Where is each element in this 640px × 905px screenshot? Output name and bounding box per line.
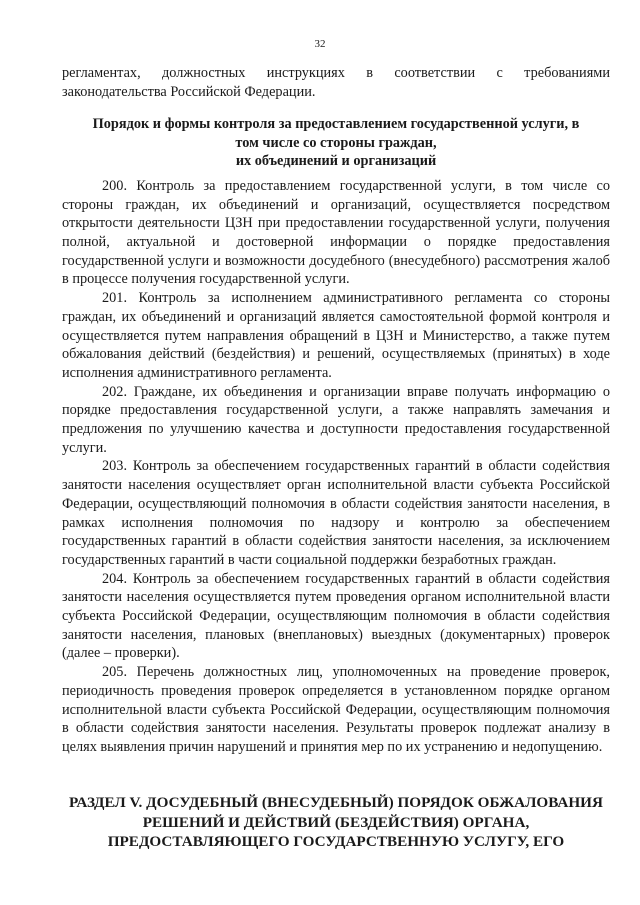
section-heading-line-1: Порядок и формы контроля за предоставлением государственной услуги, в [92,116,580,133]
chapter-heading [62,793,610,852]
intro-paragraph: регламентах, должностных инструкциях в соответствии с требованиями законодательства Российской Федерации. [62,65,610,100]
paragraph-203: 203. Контроль за обеспечением государственных гарантий в области содействия занятости населения осуществляет орган исполнительной власти субъекта Российской Федерации, осуществляющий полномочия в области содействия занятости населения, в рамках исполнения полномочия по надзору и контролю за обеспечением государственных гарантий в области содействия занятости населения, за исключением государственных гарантий в части социальной поддержки безработных граждан. [62,458,610,568]
paragraph-201: 201. Контроль за исполнением административного регламента со стороны граждан, их объединений и организаций является самостоятельной формой контроля и осуществляется путем направления обращений в ЦЗН и Министерство, а также путем обжалования действий (бездействия) и решений, осуществляемых (принятых) в ходе исполнения административного регламента. [62,290,610,381]
paragraph-204: 204. Контроль за обеспечением государственных гарантий в области содействия занятости населения осуществляется путем проведения органом исполнительной власти субъекта Российской Федерации, осуществляющим полномочия в области содействия занятости населения, плановых (внеплановых) выездных (документарных) проверок (далее – проверки). [62,570,610,662]
document-body [62,64,610,757]
chapter-heading-line-3: ПРЕДОСТАВЛЯЮЩЕГО ГОСУДАРСТВЕННУЮ УСЛУГУ, ЕГО [107,833,565,850]
paragraph-205: 205. Перечень должностных лиц, уполномоченных на проведение проверок, периодичность проведения проверок определяется в установленном порядке органом исполнительной власти субъекта Российской Федерации, осуществляющим полномочия в области содействия занятости населения. Результаты проверок подлежат анализу в целях выявления причин нарушений и принятия мер по их устранению и недопущению. [62,664,610,755]
section-heading [62,115,610,171]
section-heading-line-2: том числе со стороны граждан, [235,134,437,151]
page-number: 32 [314,38,326,50]
paragraph-200: 200. Контроль за предоставлением государственной услуги, в том числе со стороны граждан, их объединений и организаций, осуществляется посредством открытости деятельности ЦЗН при предоставлении государственной услуги, получения полной, актуальной и достоверной информации о порядке предоставления государственной услуги и возможности досудебного (внесудебного) рассмотрения жалоб в процессе получения государственной услуги. [62,177,610,288]
chapter-heading-line-2: РЕШЕНИЙ И ДЕЙСТВИЙ (БЕЗДЕЙСТВИЯ) ОРГАНА, [142,813,530,831]
chapter-heading-line-1: РАЗДЕЛ V. ДОСУДЕБНЫЙ (ВНЕСУДЕБНЫЙ) ПОРЯДОК ОБЖАЛОВАНИЯ [69,794,603,811]
section-heading-line-3: их объединений и организаций [235,153,437,170]
paragraph-202: 202. Граждане, их объединения и организации вправе получать информацию о порядке предоставления государственной услуги, а также направлять замечания и предложения по улучшению качества и доступности предоставления государственной услуги. [62,383,610,456]
